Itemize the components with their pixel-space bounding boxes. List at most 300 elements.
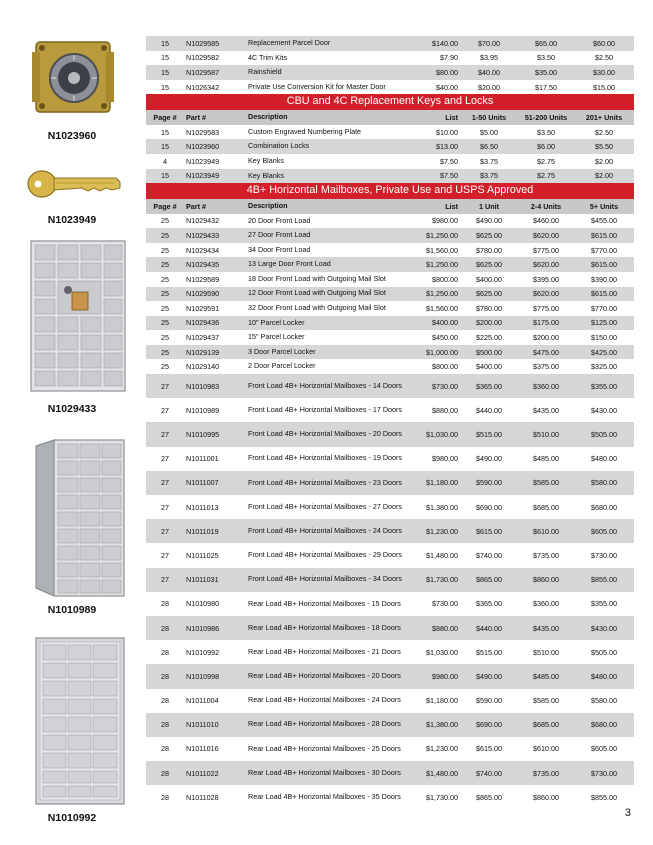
unit-price-cell: $150.00 xyxy=(591,333,617,343)
column-header-qty-tier: 1-50 Units xyxy=(471,112,507,122)
list-price-cell: $980.00 xyxy=(432,671,458,681)
unit-price-cell: $855.00 xyxy=(591,792,617,802)
page-cell: 15 xyxy=(161,127,169,137)
list-price-cell: $450.00 xyxy=(432,333,458,343)
part-cell: N1023949 xyxy=(186,156,220,166)
page-cell: 28 xyxy=(161,671,169,681)
list-price-cell: $1,250.00 xyxy=(426,230,458,240)
unit-price-cell: $400.00 xyxy=(476,362,502,372)
description-cell: Front Load 4B+ Horizontal Mailboxes - 29 Doors xyxy=(248,550,403,560)
part-cell: N1010995 xyxy=(186,430,220,440)
unit-price-cell: $615.00 xyxy=(591,230,617,240)
section-title-banner: CBU and 4C Replacement Keys and Locks xyxy=(146,94,634,110)
page-cell: 28 xyxy=(161,696,169,706)
unit-price-cell: $740.00 xyxy=(476,550,502,560)
unit-price-cell: $395.00 xyxy=(533,274,559,284)
keys-section-rows xyxy=(146,125,634,183)
page-cell: 25 xyxy=(161,274,169,284)
part-cell: N1029140 xyxy=(186,362,220,372)
part-cell: N1011004 xyxy=(186,696,219,706)
unit-price-cell: $775.00 xyxy=(533,303,559,313)
description-cell: Rear Load 4B+ Horizontal Mailboxes - 21 Doors xyxy=(248,646,401,656)
description-cell: Combination Locks xyxy=(248,141,310,151)
list-price-cell: $730.00 xyxy=(432,381,458,391)
table-row xyxy=(146,447,634,471)
page-cell: 28 xyxy=(161,647,169,657)
page-cell: 28 xyxy=(161,768,169,778)
description-cell: 15" Parcel Locker xyxy=(248,332,305,342)
table-row xyxy=(146,125,634,140)
page-cell: 27 xyxy=(161,430,169,440)
table-row xyxy=(146,359,634,374)
part-cell: N1010983 xyxy=(186,381,220,391)
part-cell: N1023960 xyxy=(186,142,220,152)
description-cell: Rear Load 4B+ Horizontal Mailboxes - 15 Doors xyxy=(248,598,401,608)
unit-price-cell: $730.00 xyxy=(591,768,617,778)
unit-price-cell: $625.00 xyxy=(476,260,502,270)
column-header-part: Part # xyxy=(186,201,206,211)
page-cell: 25 xyxy=(161,303,169,313)
combination-lock-photo xyxy=(30,32,116,120)
unit-price-cell: $490.00 xyxy=(476,216,502,226)
page-cell: 25 xyxy=(161,333,169,343)
page-cell: 27 xyxy=(161,405,169,415)
list-price-cell: $800.00 xyxy=(432,362,458,372)
unit-price-cell: $200.00 xyxy=(533,333,559,343)
description-cell: Front Load 4B+ Horizontal Mailboxes - 19 Doors xyxy=(248,453,403,463)
list-price-cell: $1,250.00 xyxy=(426,260,458,270)
page-cell: 25 xyxy=(161,216,169,226)
unit-price-cell: $510.00 xyxy=(533,647,559,657)
unit-price-cell: $15.00 xyxy=(593,82,615,92)
page-cell: 25 xyxy=(161,289,169,299)
list-price-cell: $1,560.00 xyxy=(426,303,458,313)
unit-price-cell: $5.00 xyxy=(480,127,498,137)
unit-price-cell: $40.00 xyxy=(478,67,500,77)
unit-price-cell: $355.00 xyxy=(591,381,617,391)
unit-price-cell: $430.00 xyxy=(591,623,617,633)
part-cell: N1029434 xyxy=(186,245,220,255)
unit-price-cell: $610.00 xyxy=(533,526,559,536)
unit-price-cell: $615.00 xyxy=(591,289,617,299)
mailbox-section-rows xyxy=(146,214,634,810)
unit-price-cell: $325.00 xyxy=(591,362,617,372)
unit-price-cell: $615.00 xyxy=(591,260,617,270)
description-cell: Front Load 4B+ Horizontal Mailboxes - 17 Doors xyxy=(248,405,403,415)
unit-price-cell: $585.00 xyxy=(533,696,559,706)
page-cell: 15 xyxy=(161,171,169,181)
description-cell: Custom Engraved Numbering Plate xyxy=(248,126,362,136)
table-row xyxy=(146,51,634,66)
unit-price-cell: $425.00 xyxy=(591,347,617,357)
list-price-cell: $80.00 xyxy=(436,67,458,77)
list-price-cell: $880.00 xyxy=(432,405,458,415)
unit-price-cell: $515.00 xyxy=(476,647,502,657)
part-cell: N1029437 xyxy=(186,333,220,343)
unit-price-cell: $2.00 xyxy=(595,156,613,166)
image-caption: N1029433 xyxy=(47,403,97,415)
table-header-row xyxy=(146,110,634,125)
unit-price-cell: $735.00 xyxy=(533,768,559,778)
unit-price-cell: $855.00 xyxy=(591,575,617,585)
list-price-cell: $1,560.00 xyxy=(426,245,458,255)
unit-price-cell: $375.00 xyxy=(533,362,559,372)
page-cell: 15 xyxy=(161,38,169,48)
table-row xyxy=(146,422,634,446)
unit-price-cell: $455.00 xyxy=(591,216,617,226)
unit-price-cell: $365.00 xyxy=(476,381,502,391)
list-price-cell: $1,180.00 xyxy=(426,478,458,488)
page-cell: 28 xyxy=(161,623,169,633)
part-cell: N1011016 xyxy=(186,744,219,754)
unit-price-cell: $225.00 xyxy=(476,333,502,343)
list-price-cell: $1,730.00 xyxy=(426,792,458,802)
table-row xyxy=(146,139,634,154)
unit-price-cell: $730.00 xyxy=(591,550,617,560)
list-price-cell: $1,250.00 xyxy=(426,289,458,299)
unit-price-cell: $690.00 xyxy=(476,502,502,512)
list-price-cell: $1,030.00 xyxy=(426,430,458,440)
part-cell: N1011013 xyxy=(186,502,219,512)
description-cell: 27 Door Front Load xyxy=(248,230,311,240)
part-cell: N1011028 xyxy=(186,792,219,802)
unit-price-cell: $3.75 xyxy=(480,171,498,181)
page-cell: 15 xyxy=(161,82,169,92)
page-cell: 25 xyxy=(161,362,169,372)
image-caption: N1010989 xyxy=(47,604,97,616)
description-cell: Rear Load 4B+ Horizontal Mailboxes - 25 Doors xyxy=(248,743,401,753)
unit-price-cell: $490.00 xyxy=(476,671,502,681)
table-row xyxy=(146,228,634,243)
column-header-qty-tier: 1 Unit xyxy=(479,201,499,211)
column-header-part: Part # xyxy=(186,112,206,122)
unit-price-cell: $2.00 xyxy=(595,171,613,181)
unit-price-cell: $775.00 xyxy=(533,245,559,255)
unit-price-cell: $355.00 xyxy=(591,599,617,609)
description-cell: 32 Door Front Load with Outgoing Mail Slot xyxy=(248,303,386,313)
unit-price-cell: $610.00 xyxy=(533,744,559,754)
part-cell: N1011025 xyxy=(186,550,219,560)
page-cell: 27 xyxy=(161,454,169,464)
description-cell: Front Load 4B+ Horizontal Mailboxes - 27 Doors xyxy=(248,501,403,511)
part-cell: N1029139 xyxy=(186,347,220,357)
unit-price-cell: $2.50 xyxy=(595,127,613,137)
column-header-description: Description xyxy=(248,200,288,210)
image-caption: N1023960 xyxy=(47,130,97,142)
unit-price-cell: $6.00 xyxy=(537,142,555,152)
page-cell: 27 xyxy=(161,502,169,512)
list-price-cell: $980.00 xyxy=(432,454,458,464)
table-row xyxy=(146,761,634,785)
unit-price-cell: $35.00 xyxy=(535,67,557,77)
column-header-qty-tier: 51-200 Units xyxy=(524,112,568,122)
unit-price-cell: $20.00 xyxy=(478,82,500,92)
table-row xyxy=(146,65,634,80)
unit-price-cell: $680.00 xyxy=(591,720,617,730)
unit-price-cell: $390.00 xyxy=(591,274,617,284)
unit-price-cell: $690.00 xyxy=(476,720,502,730)
unit-price-cell: $475.00 xyxy=(533,347,559,357)
front-load-mailbox-photo xyxy=(30,240,126,392)
unit-price-cell: $2.50 xyxy=(595,53,613,63)
table-row xyxy=(146,257,634,272)
unit-price-cell: $3.95 xyxy=(480,53,498,63)
table-row xyxy=(146,568,634,592)
unit-price-cell: $585.00 xyxy=(533,478,559,488)
description-cell: 34 Door Front Load xyxy=(248,244,311,254)
list-price-cell: $7.50 xyxy=(440,171,458,181)
description-cell: Rear Load 4B+ Horizontal Mailboxes - 24 Doors xyxy=(248,695,401,705)
unit-price-cell: $435.00 xyxy=(533,623,559,633)
unit-price-cell: $620.00 xyxy=(533,260,559,270)
part-cell: N1029436 xyxy=(186,318,220,328)
column-header-list: List xyxy=(445,201,458,211)
section-title-banner: 4B+ Horizontal Mailboxes, Private Use and USPS Approved xyxy=(146,183,634,199)
unit-price-cell: $200.00 xyxy=(476,318,502,328)
unit-price-cell: $580.00 xyxy=(591,696,617,706)
unit-price-cell: $365.00 xyxy=(476,599,502,609)
page-cell: 25 xyxy=(161,230,169,240)
table-row xyxy=(146,785,634,809)
part-cell: N1011022 xyxy=(186,768,219,778)
table-row xyxy=(146,398,634,422)
unit-price-cell: $780.00 xyxy=(476,303,502,313)
description-cell: Front Load 4B+ Horizontal Mailboxes - 24 Doors xyxy=(248,525,403,535)
page-cell: 25 xyxy=(161,245,169,255)
unit-price-cell: $505.00 xyxy=(591,430,617,440)
page-cell: 25 xyxy=(161,347,169,357)
description-cell: 2 Door Parcel Locker xyxy=(248,361,316,371)
unit-price-cell: $60.00 xyxy=(593,38,615,48)
table-row xyxy=(146,214,634,229)
unit-price-cell: $2.75 xyxy=(537,156,555,166)
column-header-qty-tier: 5+ Units xyxy=(589,201,619,211)
description-cell: Rear Load 4B+ Horizontal Mailboxes - 28 Doors xyxy=(248,719,401,729)
unit-price-cell: $605.00 xyxy=(591,744,617,754)
list-price-cell: $400.00 xyxy=(432,318,458,328)
unit-price-cell: $17.50 xyxy=(535,82,557,92)
unit-price-cell: $3.50 xyxy=(537,53,555,63)
list-price-cell: $1,000.00 xyxy=(426,347,458,357)
list-price-cell: $1,030.00 xyxy=(426,647,458,657)
description-cell: 10" Parcel Locker xyxy=(248,317,305,327)
unit-price-cell: $125.00 xyxy=(591,318,617,328)
description-cell: Rear Load 4B+ Horizontal Mailboxes - 30 Doors xyxy=(248,767,401,777)
list-price-cell: $730.00 xyxy=(432,599,458,609)
description-cell: Private Use Conversion Kit for Master Door xyxy=(248,81,386,91)
unit-price-cell: $360.00 xyxy=(533,381,559,391)
list-price-cell: $800.00 xyxy=(432,274,458,284)
list-price-cell: $1,180.00 xyxy=(426,696,458,706)
unit-price-cell: $440.00 xyxy=(476,405,502,415)
column-header-qty-tier: 2-4 Units xyxy=(530,201,562,211)
description-cell: Front Load 4B+ Horizontal Mailboxes - 23 Doors xyxy=(248,477,403,487)
description-cell: Key Blanks xyxy=(248,155,284,165)
part-cell: N1023949 xyxy=(186,171,220,181)
table-row xyxy=(146,169,634,184)
page-cell: 27 xyxy=(161,381,169,391)
list-price-cell: $1,230.00 xyxy=(426,526,458,536)
unit-price-cell: $860.00 xyxy=(533,792,559,802)
unit-price-cell: $490.00 xyxy=(476,454,502,464)
unit-price-cell: $430.00 xyxy=(591,405,617,415)
unit-price-cell: $590.00 xyxy=(476,478,502,488)
unit-price-cell: $505.00 xyxy=(591,647,617,657)
table-row xyxy=(146,330,634,345)
part-cell: N1029432 xyxy=(186,216,220,226)
page-cell: 27 xyxy=(161,526,169,536)
image-caption: N1023949 xyxy=(47,214,97,226)
part-cell: N1026342 xyxy=(186,82,220,92)
description-cell: Front Load 4B+ Horizontal Mailboxes - 34 Doors xyxy=(248,574,403,584)
part-cell: N1029591 xyxy=(186,303,220,313)
description-cell: 12 Door Front Load with Outgoing Mail Slot xyxy=(248,288,386,298)
column-header-qty-tier: 201+ Units xyxy=(585,112,623,122)
part-cell: N1011010 xyxy=(186,720,219,730)
list-price-cell: $1,730.00 xyxy=(426,575,458,585)
page-cell: 28 xyxy=(161,720,169,730)
part-cell: N1011031 xyxy=(186,575,219,585)
table-row xyxy=(146,592,634,616)
part-cell: N1029590 xyxy=(186,289,220,299)
table-row xyxy=(146,36,634,51)
description-cell: Front Load 4B+ Horizontal Mailboxes - 14 Doors xyxy=(248,380,403,390)
part-cell: N1010998 xyxy=(186,671,220,681)
part-cell: N1029433 xyxy=(186,230,220,240)
unit-price-cell: $360.00 xyxy=(533,599,559,609)
page-cell: 15 xyxy=(161,53,169,63)
description-cell: Key Blanks xyxy=(248,170,284,180)
list-price-cell: $1,380.00 xyxy=(426,720,458,730)
column-header-page: Page # xyxy=(153,112,177,122)
part-cell: N1029589 xyxy=(186,274,220,284)
table-row xyxy=(146,495,634,519)
unit-price-cell: $580.00 xyxy=(591,478,617,488)
description-cell: 3 Door Parcel Locker xyxy=(248,346,316,356)
table-header-row xyxy=(146,199,634,214)
unit-price-cell: $865.00 xyxy=(476,792,502,802)
unit-price-cell: $2.75 xyxy=(537,171,555,181)
description-cell: 18 Door Front Load with Outgoing Mail Slot xyxy=(248,273,386,283)
unit-price-cell: $590.00 xyxy=(476,696,502,706)
page-cell: 27 xyxy=(161,550,169,560)
list-price-cell: $1,230.00 xyxy=(426,744,458,754)
table-row xyxy=(146,345,634,360)
page-cell: 25 xyxy=(161,260,169,270)
part-cell: N1011019 xyxy=(186,526,219,536)
unit-price-cell: $70.00 xyxy=(478,38,500,48)
description-cell: Rear Load 4B+ Horizontal Mailboxes - 20 Doors xyxy=(248,671,401,681)
table-row xyxy=(146,713,634,737)
part-cell: N1029583 xyxy=(186,127,220,137)
price-table xyxy=(146,36,634,809)
unit-price-cell: $485.00 xyxy=(533,454,559,464)
description-cell: 4C Trim Kits xyxy=(248,52,288,62)
description-cell: Rainshield xyxy=(248,67,282,77)
page-cell: 27 xyxy=(161,575,169,585)
part-cell: N1010986 xyxy=(186,623,220,633)
unit-price-cell: $685.00 xyxy=(533,502,559,512)
unit-price-cell: $740.00 xyxy=(476,768,502,778)
description-cell: Front Load 4B+ Horizontal Mailboxes - 20 Doors xyxy=(248,429,403,439)
table-row xyxy=(146,616,634,640)
page-cell: 27 xyxy=(161,478,169,488)
unit-price-cell: $30.00 xyxy=(593,67,615,77)
list-price-cell: $140.00 xyxy=(432,38,458,48)
description-cell: Replacement Parcel Door xyxy=(248,37,331,47)
page-cell: 15 xyxy=(161,142,169,152)
unit-price-cell: $3.50 xyxy=(537,127,555,137)
unit-price-cell: $625.00 xyxy=(476,289,502,299)
page-cell: 25 xyxy=(161,318,169,328)
page-cell: 28 xyxy=(161,792,169,802)
unit-price-cell: $625.00 xyxy=(476,230,502,240)
column-header-page: Page # xyxy=(153,201,177,211)
part-cell: N1011007 xyxy=(186,478,219,488)
table-row xyxy=(146,287,634,302)
list-price-cell: $40.00 xyxy=(436,82,458,92)
unit-price-cell: $500.00 xyxy=(476,347,502,357)
list-price-cell: $7.90 xyxy=(440,53,458,63)
unit-price-cell: $615.00 xyxy=(476,526,502,536)
unit-price-cell: $400.00 xyxy=(476,274,502,284)
unit-price-cell: $865.00 xyxy=(476,575,502,585)
description-cell: 13 Large Door Front Load xyxy=(248,259,331,269)
unit-price-cell: $440.00 xyxy=(476,623,502,633)
page-cell: 15 xyxy=(161,67,169,77)
description-cell: Rear Load 4B+ Horizontal Mailboxes - 35 Doors xyxy=(248,792,401,802)
table-row xyxy=(146,737,634,761)
unit-price-cell: $460.00 xyxy=(533,216,559,226)
table-row xyxy=(146,154,634,169)
page-number: 3 xyxy=(624,807,631,819)
table-row xyxy=(146,543,634,567)
table-row xyxy=(146,519,634,543)
list-price-cell: $13.00 xyxy=(436,142,458,152)
key-blank-photo xyxy=(26,164,122,204)
unit-price-cell: $485.00 xyxy=(533,671,559,681)
unit-price-cell: $770.00 xyxy=(591,245,617,255)
list-price-cell: $1,480.00 xyxy=(426,550,458,560)
unit-price-cell: $860.00 xyxy=(533,575,559,585)
part-cell: N1010980 xyxy=(186,599,220,609)
table-row xyxy=(146,374,634,398)
unit-price-cell: $615.00 xyxy=(476,744,502,754)
part-cell: N1029435 xyxy=(186,260,220,270)
unit-price-cell: $735.00 xyxy=(533,550,559,560)
page-cell: 4 xyxy=(163,156,167,166)
unit-price-cell: $605.00 xyxy=(591,526,617,536)
unit-price-cell: $65.00 xyxy=(535,38,557,48)
unit-price-cell: $480.00 xyxy=(591,454,617,464)
unit-price-cell: $435.00 xyxy=(533,405,559,415)
table-row xyxy=(146,316,634,331)
unit-price-cell: $515.00 xyxy=(476,430,502,440)
unit-price-cell: $620.00 xyxy=(533,289,559,299)
list-price-cell: $880.00 xyxy=(432,623,458,633)
part-cell: N1010992 xyxy=(186,647,220,657)
table-row xyxy=(146,689,634,713)
front-load-mailbox-angled-photo xyxy=(34,438,126,598)
description-cell: 20 Door Front Load xyxy=(248,215,311,225)
unit-price-cell: $685.00 xyxy=(533,720,559,730)
table-row xyxy=(146,471,634,495)
page-cell: 28 xyxy=(161,744,169,754)
list-price-cell: $10.00 xyxy=(436,127,458,137)
table-row xyxy=(146,640,634,664)
unit-price-cell: $6.50 xyxy=(480,142,498,152)
unit-price-cell: $780.00 xyxy=(476,245,502,255)
